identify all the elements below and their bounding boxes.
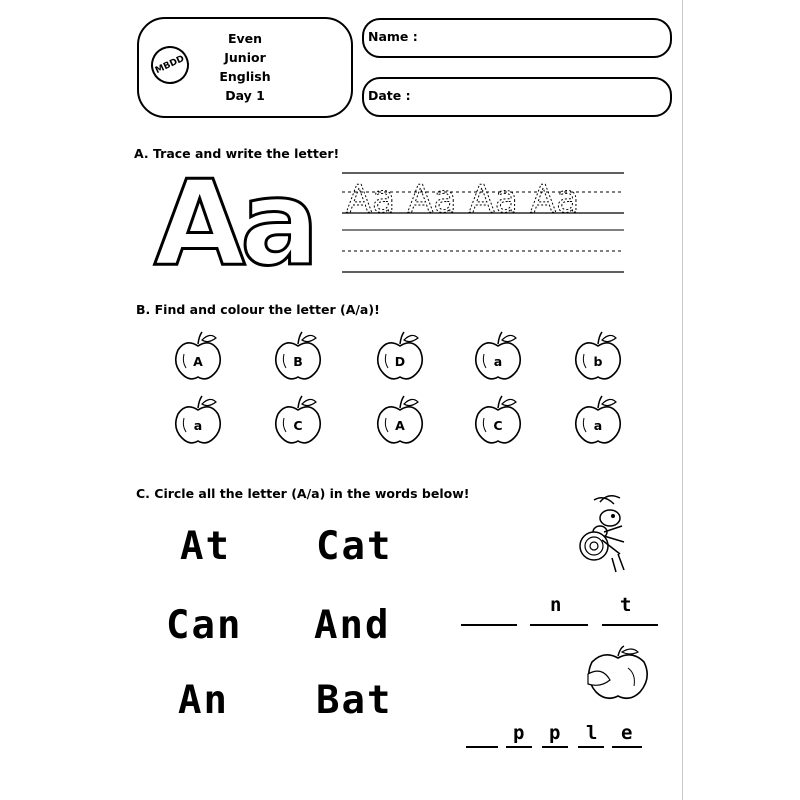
apple-letter: a: [593, 418, 603, 433]
given-letter: l: [586, 722, 598, 744]
trace-text: Aa Aa Aa Aa: [346, 177, 580, 221]
date-field[interactable]: [362, 77, 672, 117]
section-c-heading: C. Circle all the letter (A/a) in the words below!: [136, 486, 470, 501]
apple-icon[interactable]: [574, 394, 622, 446]
logo-text: MBDD: [153, 53, 187, 77]
answer-blank[interactable]: [578, 746, 604, 748]
tracing-lines: [340, 168, 626, 278]
worksheet-info: [205, 29, 285, 105]
word[interactable]: And: [314, 603, 391, 648]
info-line: Junior: [224, 50, 266, 65]
given-letter: t: [620, 594, 632, 616]
apple-icon[interactable]: [474, 330, 522, 382]
answer-blank[interactable]: [466, 746, 498, 748]
apple-letter: A: [395, 418, 405, 433]
given-letter: p: [549, 722, 561, 744]
given-letter: e: [621, 722, 633, 744]
answer-blank[interactable]: [542, 746, 568, 748]
apple-letter: D: [394, 354, 406, 369]
big-letter-uppercase: A: [154, 166, 246, 272]
given-letter: p: [513, 722, 525, 744]
apple-icon[interactable]: [274, 330, 322, 382]
apple-letter: a: [493, 354, 503, 369]
apple-letter: B: [293, 354, 303, 369]
answer-blank[interactable]: [506, 746, 532, 748]
page-edge: [682, 0, 683, 800]
apple-icon[interactable]: [376, 394, 424, 446]
info-line: Even: [227, 31, 263, 46]
apple-icon[interactable]: [376, 330, 424, 382]
big-letter-lowercase: a: [240, 166, 320, 272]
apple-icon[interactable]: [274, 394, 322, 446]
info-line: Day 1: [225, 88, 265, 103]
name-label: Name :: [368, 29, 418, 44]
ant-icon: [574, 492, 638, 576]
apple-letter: A: [193, 354, 203, 369]
apple-icon: [584, 644, 652, 702]
apple-letter: a: [193, 418, 203, 433]
info-line: English: [219, 69, 271, 84]
section-a-heading: A. Trace and write the letter!: [134, 146, 340, 161]
word[interactable]: At: [180, 524, 231, 569]
section-b-heading: B. Find and colour the letter (A/a)!: [136, 302, 380, 317]
given-letter: n: [550, 594, 562, 616]
answer-blank[interactable]: [530, 624, 588, 626]
word[interactable]: Bat: [316, 678, 393, 723]
word[interactable]: An: [178, 678, 229, 723]
apple-icon[interactable]: [174, 330, 222, 382]
word[interactable]: Cat: [316, 524, 393, 569]
big-letters-tracing: [150, 166, 320, 272]
answer-blank[interactable]: [602, 624, 658, 626]
answer-blank[interactable]: [612, 746, 642, 748]
date-label: Date :: [368, 88, 411, 103]
word[interactable]: Can: [166, 603, 243, 648]
apple-icon[interactable]: [174, 394, 222, 446]
apple-letter: C: [493, 418, 503, 433]
name-field[interactable]: [362, 18, 672, 58]
apple-letter: C: [293, 418, 303, 433]
apple-icon[interactable]: [574, 330, 622, 382]
apple-letter: b: [593, 354, 603, 369]
answer-blank[interactable]: [461, 624, 517, 626]
apple-icon[interactable]: [474, 394, 522, 446]
